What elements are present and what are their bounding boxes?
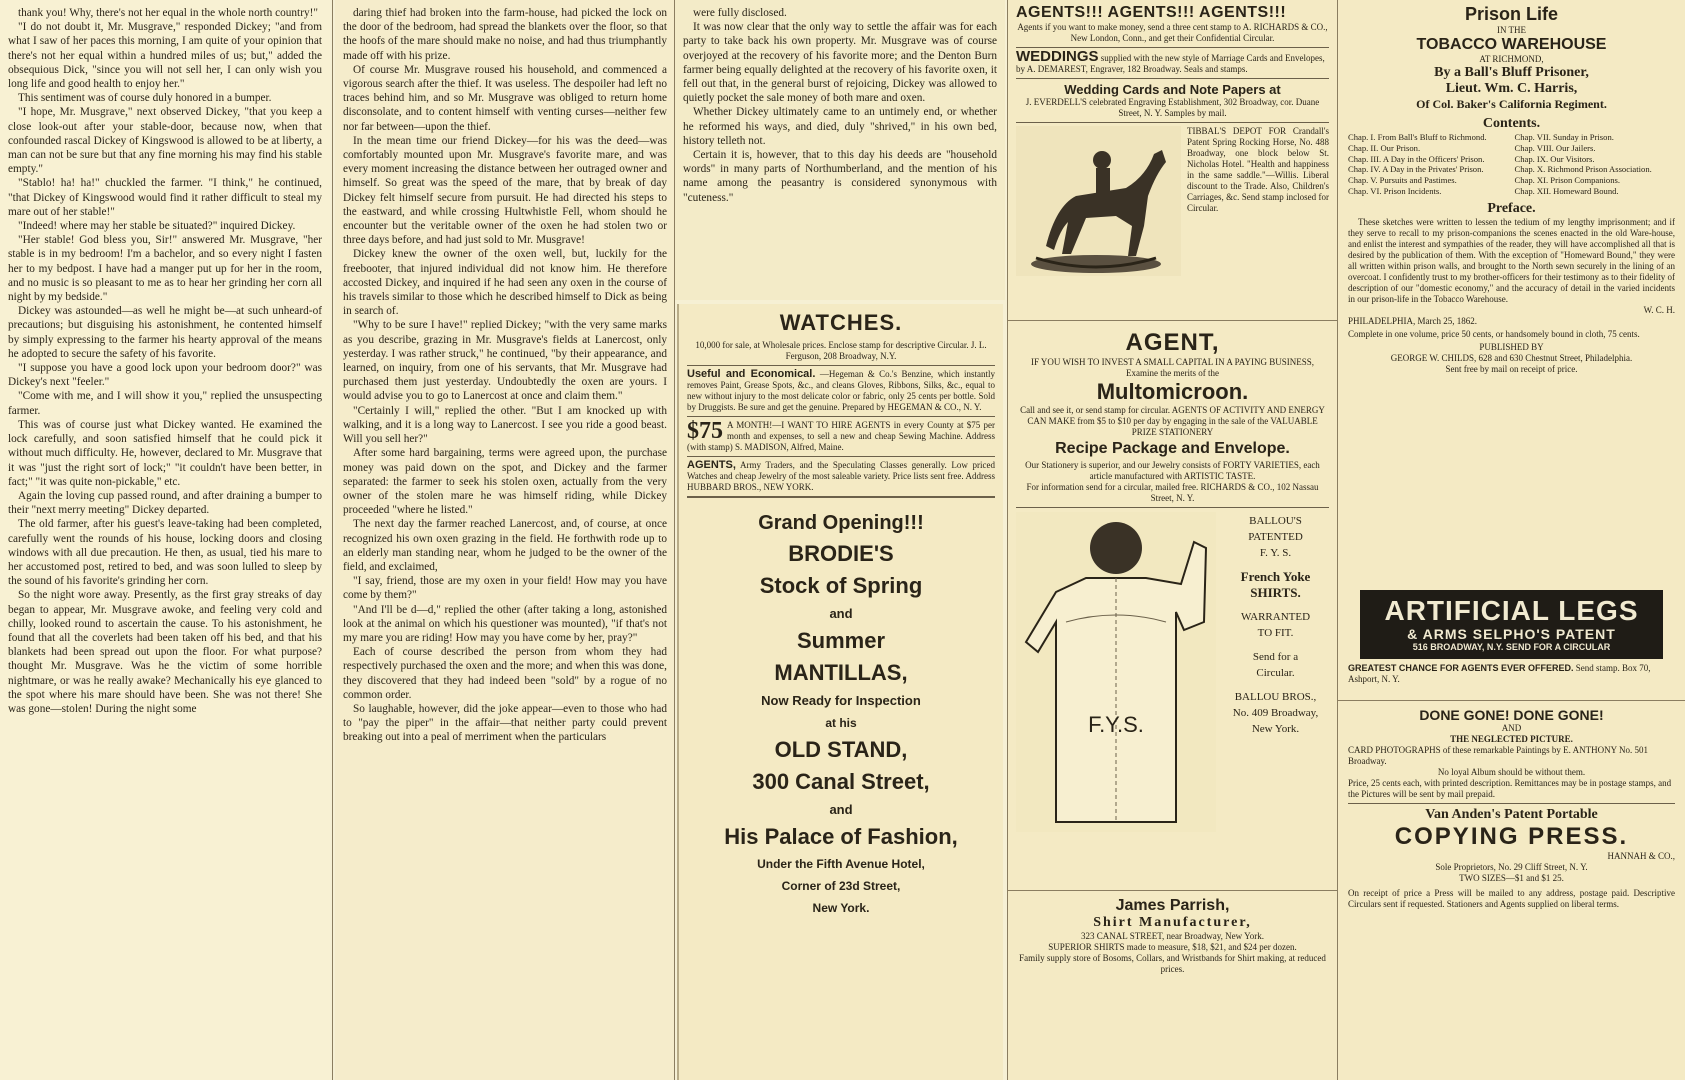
story-paragraph: The next day the farmer reached Lanercost, and, of course, at once recognized his own oxen grazing in the field. He forthwith rode up to an elderly man standing near, whom he judged to be the owner of the field, and exclaimed, xyxy=(343,518,667,573)
shirt-ad-line: Send for a xyxy=(1252,651,1299,663)
agent-head: AGENT, xyxy=(1125,329,1220,356)
story-paragraph: Dickey knew the owner of the oxen well, but, luckily for the freebooter, that injured individual did not know him. He therefore accosted Dickey, and inquired if he had seen any oxen in the course of his travels similar to those which he described himself to Dick as being in search of. xyxy=(343,248,667,318)
done-price: Price, 25 cents each, with printed description. Remittances may be in postage stamps, and the Pictures will be sent by mail prepaid. xyxy=(1348,778,1672,799)
sole-proprietors: Sole Proprietors, No. 29 Cliff Street, N. Y. xyxy=(1435,862,1588,872)
parrish-trade: Shirt Manufacturer, xyxy=(1093,915,1252,930)
contents-head: Contents. xyxy=(1482,116,1541,131)
shirt-ad-line: TO FIT. xyxy=(1257,627,1294,639)
story-paragraph: daring thief had broken into the farm-house, had picked the lock on the door of the bedroom, had spread the blankets over the floor, so that the hoofs of the mare should make no noise, and had thus triumphantly made off with his prize. xyxy=(343,7,667,62)
vananden-head: Van Anden's Patent Portable xyxy=(1425,807,1598,822)
contents-item: Chap. XII. Homeward Bound. xyxy=(1514,185,1619,196)
opening-line: Corner of 23d Street, xyxy=(781,879,901,893)
recipe-head: Recipe Package and Envelope. xyxy=(1055,440,1290,457)
on-receipt: On receipt of price a Press will be mailed to any address, postage paid. Descriptive Circulars sent if requested. Stationers and Agents supplied on liberal terms. xyxy=(1348,888,1675,909)
parrish-addr: 323 CANAL STREET, near Broadway, New York. xyxy=(1081,931,1264,941)
watches-body: 10,000 for sale, at Wholesale prices. Enclose stamp for descriptive Circular. J. L. Ferguson, 208 Broadway, N.Y. xyxy=(695,340,987,361)
contents-item: Chap. VII. Sunday in Prison. xyxy=(1514,132,1614,142)
useful-body: —Hegeman & Co.'s Benzine, which instantly removes Paint, Grease Spots, &c., and cleans Gloves, Ribbons, Silks, &c., equal to new without injury to the most delicate color or fabric, only 25 cents per bottle. Sold by Druggists. Be sure and get the genuine. Prepared by HEGEMAN & CO., N. Y. xyxy=(687,369,996,412)
opening-line: at his xyxy=(825,716,857,730)
opening-line: OLD STAND, xyxy=(774,737,908,762)
shirt-ad-line: F. Y. S. xyxy=(1259,547,1292,559)
story-paragraph: In the mean time our friend Dickey—for his was the deed—was comfortably mounted upon Mr. Musgrave's favorite mare, and was every moment increasing the distance between her outraged owner and himself. So great was the speed of the mare, that by break of day Dickey felt himself secure from pursuit. He had directed his steps to the eastward, and while crossing Hultwhistle Fell, whom should he encounter but the veritable owner of the oxen he had stolen two or three days before, and had just sold to Mr. Musgrave! xyxy=(343,134,667,247)
prison-author: Lieut. Wm. C. Harris, xyxy=(1445,81,1578,96)
opening-line: His Palace of Fashion, xyxy=(724,824,958,849)
weddings-head: WEDDINGS xyxy=(1016,48,1099,65)
story-paragraph: "Why to be sure I have!" replied Dickey; "with the very same marks as you describe, grazing in Mr. Musgrave's fields at Lanercost, only yesterday. I was rather struck," he continued, "by their appearance, and learned, on inquiry, from one of his servants, that Mr. Musgrave had purchased them just yesterday. Undoubtedly the oxen are yours. I would advise you to go to Lanercost at once and claim them." xyxy=(343,319,667,403)
story-paragraph: Again the loving cup passed round, and after draining a bumper to their "next merry meeting" Dickey departed. xyxy=(8,489,322,517)
ad-panel-artificial-legs xyxy=(1337,580,1685,700)
column-rule xyxy=(332,0,333,1080)
opening-line: Summer xyxy=(796,628,886,653)
prison-by: By a Ball's Bluff Prisoner, xyxy=(1434,65,1589,80)
shirt-ad-line: WARRANTED xyxy=(1240,611,1311,623)
published-by: PUBLISHED BY xyxy=(1479,341,1544,352)
shirt-ad-line: SHIRTS. xyxy=(1250,585,1301,600)
story-paragraph: "And I'll be d—d," replied the other (after taking a long, astonished look at the animal on which his questioner was mounted), "if that's not my mare you are riding! How may you have come by her, pray?" xyxy=(343,603,667,644)
prison-at: AT RICHMOND, xyxy=(1479,54,1544,64)
opening-line: BRODIE'S xyxy=(788,541,894,566)
chance-body: Send stamp. Box 70, Ashport, N. Y. xyxy=(1348,663,1651,684)
watches-title: WATCHES. xyxy=(779,310,903,335)
contents-item: Chap. I. From Ball's Bluff to Richmond. xyxy=(1348,132,1487,142)
contents-item: Chap. VI. Prison Incidents. xyxy=(1348,185,1442,196)
prison-regiment: Of Col. Baker's California Regiment. xyxy=(1416,97,1607,111)
done-photos: CARD PHOTOGRAPHS of these remarkable Paintings by E. ANTHONY No. 501 Broadway. xyxy=(1348,745,1648,766)
ad-panel-parrish xyxy=(1007,890,1337,1080)
preface-date: PHILADELPHIA, March 25, 1862. xyxy=(1348,315,1477,326)
story-paragraph: So laughable, however, did the joke appear—even to those who had to "pay the piper" in the affair—that neither party could prevent breaking out into a peal of merriment when the particulars xyxy=(343,702,667,744)
agent-sub2: Examine the merits of the xyxy=(1126,368,1219,378)
banner-small: 516 BROADWAY, N.Y. SEND FOR A CIRCULAR xyxy=(1412,642,1611,652)
story-paragraph: Certain it is, however, that to this day his deeds are "household words" in many parts of Northumberland, and the mention of his name among the peasantry is considered synonymous with "cuteness." xyxy=(683,149,997,204)
hannah: HANNAH & CO., xyxy=(1607,851,1675,861)
cards-head: Wedding Cards and Note Papers at xyxy=(1064,82,1281,97)
preface-body: These sketches were written to lessen the tedium of my lengthy imprisonment; and if they serve to recall to my prison-companions the scenes enacted in the old Ware-house, and enlist the interest and sympathies of the reader, they will have accomplished all that is desired by the publication of them. With the exception of "Homeward Bound," they were all written within prison walls, and brought to the North sewn securely in the lining of an overcoat. I confidently trust to my brother-officers for their testimony as to their fidelity of description of our "domestic economy," and the accuracy of detail in the varied incidents in our prison-life in the Tobacco Warehouse. xyxy=(1348,216,1675,304)
ad-panel-done-gone xyxy=(1337,700,1685,1080)
parrish-body2: Family supply store of Bosoms, Collars, and Wristbands for Shirt making, at reduced prices. xyxy=(1019,953,1326,974)
opening-line: and xyxy=(829,802,853,817)
story-paragraph: "Certainly I will," replied the other. "But I am knocked up with walking, and it is a long way to Lanercost. I see you ride a good beast. Will you sell her?" xyxy=(343,404,667,446)
shirt-ad-line: BALLOU BROS., xyxy=(1234,691,1317,703)
done-picture: THE NEGLECTED PICTURE. xyxy=(1450,734,1573,744)
ad-panel-watches xyxy=(677,304,1003,1080)
contents-list xyxy=(1348,132,1675,197)
sent-free: Sent free by mail on receipt of price. xyxy=(1445,363,1578,374)
story-paragraph: Of course Mr. Musgrave roused his household, and commenced a vigorous search after the thief. It was useless. The despoiler had left no traces behind him, and so Mr. Musgrave was obliged to return home disconsolate, and to content himself with venting curses—neither few nor far between—upon the thief. xyxy=(343,63,667,133)
story-paragraph: Dickey was astounded—as well he might be—at such unheard-of precautions; but disguising his astonishment, he contented himself by simply expressing to the farmer his hearty approval of the means he adopted to secure the safety of his favorite. xyxy=(8,305,322,360)
useful-head: Useful and Economical. xyxy=(687,368,816,380)
prison-in-the: IN THE xyxy=(1496,25,1527,35)
agent-body1: Call and see it, or send stamp for circular. AGENTS OF ACTIVITY AND ENERGY CAN MAKE from $5 to $10 per day by engaging in the sale of the VALUABLE PRIZE STATIONERY xyxy=(1020,405,1325,437)
copying-press: COPYING PRESS. xyxy=(1394,823,1629,850)
tibbals-body: TIBBAL'S DEPOT FOR Crandall's Patent Spring Rocking Horse, No. 488 Broadway, one block below St. Nicholas Hotel. "Health and happiness in the same saddle."—Willis. Liberal discount to the Trade. Also, Children's Carriages, &c. Send stamp inclosed for Circular. xyxy=(1187,126,1329,213)
contents-item: Chap. X. Richmond Prison Association. xyxy=(1514,164,1652,175)
agent-body2: Our Stationery is superior, and our Jewelry consists of FORTY VARIETIES, each article manufactured with ARTISTIC TASTE. xyxy=(1025,460,1320,481)
grand-opening-ad xyxy=(687,508,995,919)
story-paragraph: thank you! Why, there's not her equal in the whole north country!" xyxy=(18,7,318,19)
contents-item: Chap. IX. Our Visitors. xyxy=(1514,153,1595,164)
prison-title: Prison Life xyxy=(1464,4,1558,24)
story-paragraph: This sentiment was of course duly honored in a bumper. xyxy=(18,92,272,105)
ad-panel-agents xyxy=(1007,0,1337,320)
story-paragraph: "I suppose you have a good lock upon your bedroom door?" was Dickey's next "feeler." xyxy=(8,362,322,389)
story-column-1 xyxy=(0,0,330,1080)
rocking-horse-illustration xyxy=(1016,126,1181,276)
opening-line: Under the Fifth Avenue Hotel, xyxy=(757,857,925,871)
opening-line: 300 Canal Street, xyxy=(752,769,930,794)
preface-head: Preface. xyxy=(1487,200,1536,216)
contents-item: Chap. V. Pursuits and Pastimes. xyxy=(1348,175,1457,186)
done-and: AND xyxy=(1501,723,1522,733)
story-column-2 xyxy=(335,0,675,1080)
story-paragraph: Each of course described the person from whom they had respectively purchased the oxen and the more; and when this was done, they discovered that they had indeed been "sold" by a rogue of no common order. xyxy=(343,646,667,701)
banner-big: ARTIFICIAL LEGS xyxy=(1384,595,1639,626)
opening-line: MANTILLAS, xyxy=(774,660,908,685)
month-price: $75 xyxy=(687,418,723,444)
artificial-legs-banner xyxy=(1360,590,1663,659)
story-paragraph: were fully disclosed. xyxy=(693,7,787,19)
story-paragraph: Whether Dickey ultimately came to an untimely end, or whether he reformed his ways, and died, duly "shrived," in his own bed, history telleth not. xyxy=(683,106,997,147)
contents-item: Chap. II. Our Prison. xyxy=(1348,142,1421,153)
chance-head: GREATEST CHANCE FOR AGENTS EVER OFFERED. xyxy=(1348,663,1574,673)
opening-line: Now Ready for Inspection xyxy=(761,693,921,708)
story-paragraph: It was now clear that the only way to settle the affair was for each party to take back his own property. Mr. Musgrave was of course overjoyed at the recovery of his favorite more; and the Denton Burn farmer being equally delighted at the recovery of his favorite oxen, it fell out that, in the general burst of rejoicing, Dickey was allowed to quietly pocket the sale money of both mare and oxen. xyxy=(683,21,997,105)
contents-item: Chap. VIII. Our Jailers. xyxy=(1514,142,1596,153)
story-paragraph: "I say, friend, those are my oxen in your field! How may you have come by them?" xyxy=(343,575,667,602)
done-head: DONE GONE! DONE GONE! xyxy=(1419,707,1604,723)
story-paragraph: "Come with me, and I will show it you," replied the unsuspecting farmer. xyxy=(8,390,322,417)
month-body: A MONTH!—I WANT TO HIRE AGENTS in every County at $75 per month and expenses, to sell a new and cheap Sewing Machine. Address (with stamp) S. MADISON, Alfred, Maine. xyxy=(687,420,995,452)
story-paragraph: The old farmer, after his guest's leave-taking had been completed, carefully went the rounds of his house, locking doors and closing windows with all due precaution. He then, as usual, tied his mare to her accustomed post, retired to bed, and was soon lulled to sleep by the sound of his favorite's grinding her corn. xyxy=(8,518,322,588)
shirt-ad-line: No. 409 Broadway, xyxy=(1232,707,1319,719)
story-paragraph: "Stablo! ha! ha!" chuckled the farmer. "I think," he continued, "that Dickey of Kingswood would find it rather difficult to steal my mare out of her stable!" xyxy=(8,177,322,218)
story-paragraph: "Her stable! God bless you, Sir!" answered Mr. Musgrave, "her stable is in my bedroom! I'm a bachelor, and so every night I fasten her to my bedpost. I have had a manger put up for her in the room, and no music is so pleasant to me as to hear her grinding her corn all night by my bedside." xyxy=(8,234,322,304)
agents-head: AGENTS!!! AGENTS!!! AGENTS!!! xyxy=(1016,4,1287,21)
opening-line: Stock of Spring xyxy=(759,573,923,598)
agents-head: AGENTS, xyxy=(687,459,736,471)
story-column-3 xyxy=(675,0,1005,300)
prison-warehouse: TOBACCO WAREHOUSE xyxy=(1416,36,1607,53)
shirt-ad-line: New York. xyxy=(1251,723,1300,735)
story-paragraph: After some hard bargaining, terms were agreed upon, the purchase money was paid down on the spot, and Dickey and the farmer separated: the farmer to seek his stolen oxen, actually from the very owner of the stolen mare he was himself riding, while Dickey proceeded "where he listed." xyxy=(343,447,667,517)
opening-line: and xyxy=(829,606,853,621)
story-paragraph: "Indeed! where may her stable be situated?" inquired Dickey. xyxy=(18,220,296,233)
parrish-body: SUPERIOR SHIRTS made to measure, $18, $21, and $24 per dozen. xyxy=(1048,942,1297,952)
story-paragraph: This was of course just what Dickey wanted. He examined the lock carefully, and soon satisfied himself that he could pick it without much difficulty. He, however, declared to Mr. Musgrave that it was "just the right sort of lock;" "it couldn't have been better, in fact;" "it was quite non-pickable," etc. xyxy=(8,418,322,488)
agents-body: Army Traders, and the Speculating Classes generally. Low priced Watches and cheap Jewelry of the most saleable variety. Price lists sent free. Address HUBBARD BROS., NEW YORK. xyxy=(687,460,995,492)
shirt-ad-line: French Yoke xyxy=(1240,569,1311,584)
ad-panel-prison-life xyxy=(1337,0,1685,580)
story-paragraph: "I hope, Mr. Musgrave," next observed Dickey, "that you keep a close look-out after your stable-door, because now, when that confounded rascal Dickey of Kingswood is allowed to be at liberty, a man can not be sure but that any fine morning his may find his stable empty." xyxy=(8,106,322,176)
complete-note: Complete in one volume, price 50 cents, or handsomely bound in cloth, 75 cents. xyxy=(1348,328,1640,339)
preface-sign: W. C. H. xyxy=(1643,304,1675,315)
agent-body3: For information send for a circular, mailed free. RICHARDS & CO., 102 Nassau Street, N. Y. xyxy=(1026,482,1319,503)
shirt-ad-text xyxy=(1222,512,1329,832)
product-name: Multomicroon. xyxy=(1096,379,1249,404)
contents-item: Chap. XI. Prison Companions. xyxy=(1514,175,1621,186)
contents-item: Chap. III. A Day in the Officers' Prison. xyxy=(1348,153,1485,164)
shirt-mark: F.Y.S. xyxy=(1088,712,1144,737)
story-paragraph: So the night wore away. Presently, as the first gray streaks of day began to appear, Mr. Musgrave awoke, and feeling very cold and chilly, looked round to ascertain the cause. To his astonishment, he found that all the coverlets had been taken off his bed, and that his blankets had been spread out upon the floor. For what purpose? thought Mr. Musgrave. Was he the victim of some horrible nightmare, or was he really awake? Mechanically his eye glanced to the spot where his mare should have been. She was not there! She was gone—stolen! During the night some xyxy=(8,589,322,715)
agent-sub1: IF YOU WISH TO INVEST A SMALL CAPITAL IN A PAYING BUSINESS, xyxy=(1031,357,1314,367)
cards-body: J. EVERDELL'S celebrated Engraving Establishment, 302 Broadway, cor. Duane Street, N. Y. Samples by mail. xyxy=(1025,97,1320,118)
done-loyal: No loyal Album should be without them. xyxy=(1437,767,1586,777)
contents-item: Chap. IV. A Day in the Privates' Prison. xyxy=(1348,164,1484,175)
banner-mid: & ARMS SELPHO'S PATENT xyxy=(1407,626,1616,642)
weddings-body: supplied with the new style of Marriage Cards and Envelopes, by A. DEMAREST, Engraver, 182 Broadway. Seals and stamps. xyxy=(1016,53,1325,74)
shirt-illustration xyxy=(1016,512,1216,832)
agents-body: Agents if you want to make money, send a three cent stamp to A. RICHARDS & CO., New London, Conn., and get their Confidential Circular. xyxy=(1017,22,1328,43)
publisher: GEORGE W. CHILDS, 628 and 630 Chestnut Street, Philadelphia. xyxy=(1390,352,1633,363)
ad-panel-multomicroon xyxy=(1007,320,1337,890)
opening-line: New York. xyxy=(812,901,870,915)
shirt-ad-line: BALLOU'S xyxy=(1249,515,1302,527)
shirt-ad-line: Circular. xyxy=(1256,667,1295,679)
story-paragraph: "I do not doubt it, Mr. Musgrave," responded Dickey; "and from what I saw of her paces this morning, I am quite of your opinion that there's not her equal within a hundred miles of us; but," added the obsequious Dick, "since you will not sell her, I can only wish you long life and good health to enjoy her." xyxy=(8,21,322,91)
shirt-ad-line: PATENTED xyxy=(1248,531,1303,543)
parrish-name: James Parrish, xyxy=(1115,897,1230,914)
two-sizes: TWO SIZES—$1 and $1 25. xyxy=(1459,873,1564,883)
opening-line: Grand Opening!!! xyxy=(758,512,924,534)
